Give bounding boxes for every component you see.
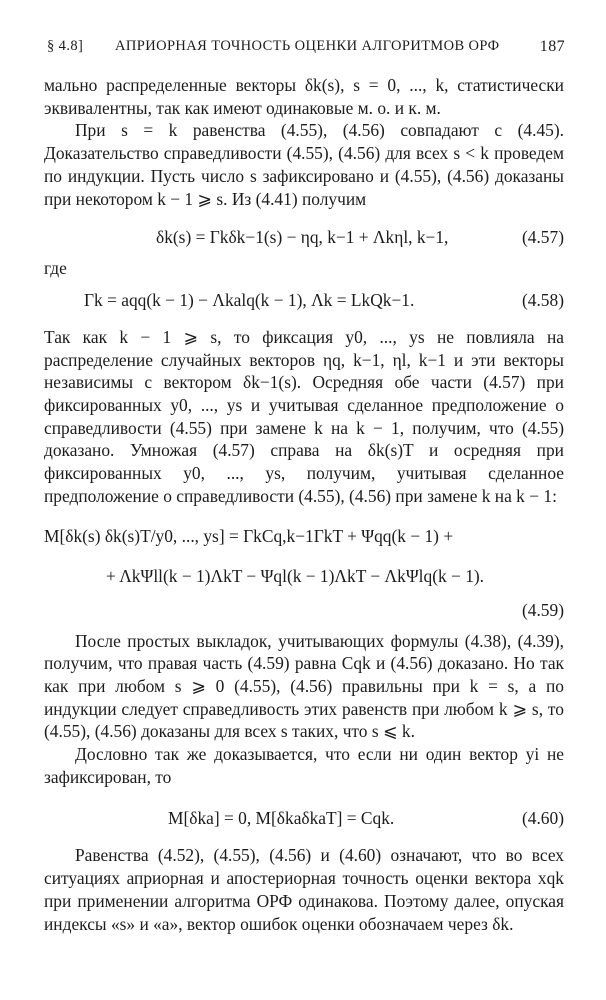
page-body — [44, 74, 564, 935]
equation-4-59-line-1 — [44, 516, 564, 556]
equation-4-59-line-2 — [44, 556, 564, 596]
running-title: АПРИОРНАЯ ТОЧНОСТЬ ОЦЕНКИ АЛГОРИТМОВ ОРФ — [115, 38, 500, 54]
equation-formula: + ΛkΨll(k − 1)ΛkT − Ψql(k − 1)ΛkT − ΛkΨlq(k − 1). — [106, 565, 485, 586]
section-number: § 4.8] — [47, 38, 84, 54]
equation-4-59-number-row — [44, 596, 564, 624]
paragraph-6: Дословно так же доказывается, что если ни один вектор yi не зафиксирован, то — [44, 744, 564, 787]
paragraph-1: мально распределенные векторы δk(s), s = 0, ..., k, статистически эквивалентны, так как имеют одинаковые м. о. и к. м. — [44, 75, 564, 118]
equation-number: (4.58) — [521, 289, 564, 310]
equation-4-57 — [44, 217, 564, 257]
equation-number: (4.59) — [521, 599, 564, 620]
page-number: 187 — [539, 38, 565, 55]
equation-number: (4.57) — [521, 227, 564, 248]
equation-number: (4.60) — [521, 808, 564, 829]
paragraph-5: После простых выкладок, учитывающих формулы (4.38), (4.39), получим, что правая часть (4.59) равна Cqk и (4.56) доказано. Но так как при любом s ⩾ 0 (4.55), (4.56) правильны при k = s, а по индукции следует справедливость этих равенств при любом k ⩾ s, то (4.55), (4.56) доказаны для всех s таких, что s ⩽ k. — [44, 630, 564, 742]
equation-formula: δk(s) = Γkδk−1(s) − ηq, k−1 + Λkηl, k−1, — [156, 227, 449, 248]
equation-4-58 — [44, 280, 564, 320]
equation-4-60 — [44, 798, 564, 838]
paragraph-2: При s = k равенства (4.55), (4.56) совпадают с (4.45). Доказательство справедливости (4.55), (4.56) для всех s < k проведем по индукции. Пусть число s зафиксировано и (4.55), (4.56) доказаны при некотором k − 1 ⩾ s. Из (4.41) получим — [44, 120, 564, 209]
equation-formula: Γk = aqq(k − 1) − Λkalq(k − 1), Λk = LkQk−1. — [84, 289, 415, 310]
paragraph-4: Так как k − 1 ⩾ s, то фиксация y0, ..., ys не повлияла на распределение случайных векторов ηq, k−1, ηl, k−1 и эти векторы независимы с вектором δk−1(s). Осредняя обе части (4.57) при фиксированных y0, ..., ys и учитывая сделанное предположение о справедливости (4.55) при замене k на k − 1, получим, что (4.55) доказано. Умножая (4.57) справа на δk(s)T и осредняя при фиксированных y0, ..., ys, получим, учитывая сделанное предположение о справедливости (4.55), (4.56) при замене k на k − 1: — [44, 326, 564, 506]
paragraph-3: где — [44, 258, 67, 279]
equation-formula: M[δk(s) δk(s)T/y0, ..., ys] = ΓkCq,k−1ΓkT + Ψqq(k − 1) + — [44, 525, 454, 546]
equation-formula: M[δka] = 0, M[δkaδkaT] = Cqk. — [168, 808, 395, 829]
paragraph-7: Равенства (4.52), (4.55), (4.56) и (4.60) означают, что во всех ситуациях априорная и апостериорная точность оценки вектора xqk при применении алгоритма ОРФ одинакова. Поэтому далее, опуская индексы «s» и «a», вектор ошибок оценки обозначаем через δk. — [44, 845, 564, 934]
